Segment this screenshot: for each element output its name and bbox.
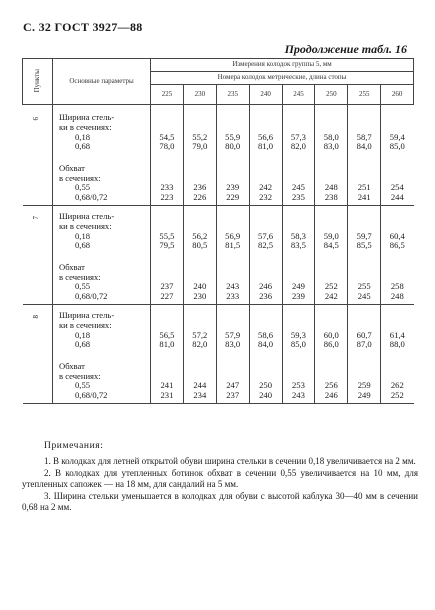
value-cell: 248 bbox=[315, 183, 348, 193]
value-cell: 59,0 bbox=[315, 232, 348, 242]
value-cell: 58,3 bbox=[282, 232, 315, 242]
parameter-label: в сечениях: bbox=[59, 271, 101, 282]
point-cell bbox=[23, 331, 53, 341]
header-size-235: 235 bbox=[216, 84, 249, 105]
parameter-label: 0,55 bbox=[75, 281, 91, 292]
value-cell: 258 bbox=[381, 282, 414, 292]
value-cell: 82,0 bbox=[183, 340, 216, 350]
table-row bbox=[23, 340, 414, 350]
parameter-label: Обхват bbox=[59, 261, 85, 272]
header-size-245: 245 bbox=[282, 84, 315, 105]
point-cell bbox=[23, 174, 53, 184]
table-row bbox=[23, 241, 414, 251]
value-cell: 235 bbox=[282, 193, 315, 206]
point-cell bbox=[23, 273, 53, 283]
value-cell: 250 bbox=[249, 381, 282, 391]
value-cell: 249 bbox=[348, 391, 381, 404]
parameter-label: в сечениях: bbox=[59, 370, 101, 381]
value-cell bbox=[348, 206, 381, 222]
header-subgroup: Номера колодок метрические, длина стопы bbox=[151, 71, 414, 84]
value-cell: 242 bbox=[315, 292, 348, 305]
value-cell: 56,9 bbox=[216, 232, 249, 242]
point-cell bbox=[23, 222, 53, 232]
point-cell bbox=[23, 251, 53, 273]
point-cell bbox=[23, 142, 53, 152]
value-cell: 240 bbox=[249, 391, 282, 404]
parameter-label: 0,18 bbox=[75, 131, 91, 142]
value-cell: 60,4 bbox=[381, 232, 414, 242]
value-cell bbox=[282, 105, 315, 123]
parameter-label: ки в сечениях: bbox=[59, 320, 112, 331]
value-cell: 60,0 bbox=[315, 331, 348, 341]
value-cell: 249 bbox=[282, 282, 315, 292]
value-cell bbox=[282, 152, 315, 174]
value-cell: 247 bbox=[216, 381, 249, 391]
value-cell: 252 bbox=[315, 282, 348, 292]
value-cell: 246 bbox=[315, 391, 348, 404]
value-cell: 56,5 bbox=[151, 331, 184, 341]
value-cell bbox=[282, 251, 315, 273]
parameter-label: Ширина стель- bbox=[59, 211, 115, 222]
point-cell bbox=[23, 321, 53, 331]
value-cell bbox=[348, 305, 381, 321]
value-cell bbox=[151, 105, 184, 123]
value-cell: 233 bbox=[151, 183, 184, 193]
table-row bbox=[23, 142, 414, 152]
parameter-label: 0,55 bbox=[75, 182, 91, 193]
value-cell: 233 bbox=[216, 292, 249, 305]
point-cell bbox=[23, 193, 53, 206]
header-parameters: Основные параметры bbox=[53, 59, 151, 105]
parameter-label: 0,68/0,72 bbox=[53, 193, 151, 206]
value-cell bbox=[183, 305, 216, 321]
table-row bbox=[23, 292, 414, 305]
value-cell bbox=[381, 350, 414, 372]
value-cell: 231 bbox=[151, 391, 184, 404]
value-cell: 83,0 bbox=[315, 142, 348, 152]
value-cell bbox=[216, 251, 249, 273]
header-size-230: 230 bbox=[183, 84, 216, 105]
value-cell: 239 bbox=[216, 183, 249, 193]
value-cell bbox=[381, 251, 414, 273]
value-cell: 55,9 bbox=[216, 133, 249, 143]
point-cell bbox=[23, 105, 53, 123]
value-cell bbox=[151, 350, 184, 372]
value-cell bbox=[183, 206, 216, 222]
value-cell: 259 bbox=[348, 381, 381, 391]
value-cell bbox=[381, 206, 414, 222]
parameter-label: Обхват bbox=[59, 360, 85, 371]
value-cell bbox=[151, 206, 184, 222]
value-cell bbox=[151, 251, 184, 273]
parameter-label: Обхват bbox=[59, 162, 85, 173]
value-cell: 245 bbox=[282, 183, 315, 193]
value-cell: 82,5 bbox=[249, 241, 282, 251]
point-cell bbox=[23, 381, 53, 391]
point-cell bbox=[23, 292, 53, 305]
value-cell: 57,9 bbox=[216, 331, 249, 341]
value-cell bbox=[249, 105, 282, 123]
value-cell: 58,6 bbox=[249, 331, 282, 341]
value-cell: 236 bbox=[249, 292, 282, 305]
value-cell bbox=[216, 105, 249, 123]
value-cell: 244 bbox=[381, 193, 414, 206]
point-number: 8 bbox=[32, 314, 41, 319]
header-size-225: 225 bbox=[151, 84, 184, 105]
value-cell: 87,0 bbox=[348, 340, 381, 350]
table-row bbox=[23, 391, 414, 404]
table-row bbox=[23, 152, 414, 174]
point-cell bbox=[23, 340, 53, 350]
value-cell bbox=[282, 305, 315, 321]
value-cell bbox=[216, 305, 249, 321]
value-cell bbox=[151, 305, 184, 321]
value-cell: 226 bbox=[183, 193, 216, 206]
header-size-260: 260 bbox=[381, 84, 414, 105]
value-cell: 251 bbox=[348, 183, 381, 193]
value-cell: 245 bbox=[348, 292, 381, 305]
value-cell bbox=[315, 206, 348, 222]
point-number: 7 bbox=[32, 215, 41, 220]
table-row bbox=[23, 193, 414, 206]
value-cell: 83,0 bbox=[216, 340, 249, 350]
value-cell: 59,3 bbox=[282, 331, 315, 341]
value-cell: 83,5 bbox=[282, 241, 315, 251]
value-cell: 59,7 bbox=[348, 232, 381, 242]
point-cell bbox=[23, 241, 53, 251]
value-cell: 61,4 bbox=[381, 331, 414, 341]
point-cell bbox=[23, 282, 53, 292]
value-cell bbox=[348, 251, 381, 273]
table-row bbox=[23, 105, 414, 123]
parameter-label: ки в сечениях: bbox=[59, 221, 112, 232]
value-cell: 57,3 bbox=[282, 133, 315, 143]
parameter-label: 0,68 bbox=[75, 141, 91, 152]
value-cell: 55,5 bbox=[151, 232, 184, 242]
value-cell: 241 bbox=[348, 193, 381, 206]
value-cell bbox=[249, 152, 282, 174]
note-item: 2. В колодках для утепленных ботинок обхват в сечении 0,55 увеличивается на 10 мм, для утепленных сапожек — на 18 мм, для сандалий на 5 мм. bbox=[22, 467, 418, 490]
value-cell: 229 bbox=[216, 193, 249, 206]
parameter-label: 0,68 bbox=[75, 240, 91, 251]
value-cell: 54,5 bbox=[151, 133, 184, 143]
value-cell bbox=[348, 350, 381, 372]
value-cell: 253 bbox=[282, 381, 315, 391]
value-cell: 232 bbox=[249, 193, 282, 206]
value-cell: 256 bbox=[315, 381, 348, 391]
value-cell bbox=[216, 350, 249, 372]
parameter-label: 0,68/0,72 bbox=[53, 292, 151, 305]
value-cell bbox=[381, 305, 414, 321]
value-cell: 242 bbox=[249, 183, 282, 193]
value-cell: 254 bbox=[381, 183, 414, 193]
value-cell: 84,5 bbox=[315, 241, 348, 251]
value-cell bbox=[315, 305, 348, 321]
value-cell: 244 bbox=[183, 381, 216, 391]
parameter-label: ки в сечениях: bbox=[59, 122, 112, 133]
value-cell: 252 bbox=[381, 391, 414, 404]
point-cell bbox=[23, 183, 53, 193]
point-cell bbox=[23, 123, 53, 133]
table-row bbox=[23, 350, 414, 372]
value-cell: 56,2 bbox=[183, 232, 216, 242]
header-size-255: 255 bbox=[348, 84, 381, 105]
parameter-label: 0,18 bbox=[75, 230, 91, 241]
value-cell: 255 bbox=[348, 282, 381, 292]
point-cell bbox=[23, 350, 53, 372]
value-cell: 80,0 bbox=[216, 142, 249, 152]
value-cell: 78,0 bbox=[151, 142, 184, 152]
table-continuation-caption: Продолжение табл. 16 bbox=[284, 42, 407, 56]
value-cell bbox=[183, 152, 216, 174]
value-cell: 58,7 bbox=[348, 133, 381, 143]
value-cell: 85,0 bbox=[381, 142, 414, 152]
point-number: 6 bbox=[32, 116, 41, 121]
note-item: 1. В колодках для летней открытой обуви ширина стельки в сечении 0,18 увеличивается на 2 мм. bbox=[44, 456, 416, 467]
value-cell: 237 bbox=[216, 391, 249, 404]
value-cell: 57,2 bbox=[183, 331, 216, 341]
value-cell: 243 bbox=[216, 282, 249, 292]
header-group: Измерения колодок группы 5, мм bbox=[151, 59, 414, 72]
point-cell bbox=[23, 372, 53, 382]
value-cell: 243 bbox=[282, 391, 315, 404]
value-cell bbox=[216, 206, 249, 222]
notes-title: Примечания: bbox=[44, 441, 104, 451]
point-cell bbox=[23, 391, 53, 404]
value-cell bbox=[348, 105, 381, 123]
value-cell bbox=[315, 251, 348, 273]
notes-section bbox=[22, 440, 418, 514]
value-cell bbox=[381, 105, 414, 123]
value-cell bbox=[183, 350, 216, 372]
point-cell bbox=[23, 152, 53, 174]
point-cell bbox=[23, 232, 53, 242]
table-row bbox=[23, 305, 414, 321]
lasts-dimension-table bbox=[22, 58, 414, 404]
value-cell: 262 bbox=[381, 381, 414, 391]
value-cell: 84,0 bbox=[348, 142, 381, 152]
value-cell bbox=[315, 105, 348, 123]
note-item: 3. Ширина стельки уменьшается в колодках для обуви с высотой каблука 30—40 мм в сечении 0,68 на 2 мм. bbox=[22, 490, 418, 513]
table-row bbox=[23, 251, 414, 273]
value-cell bbox=[183, 251, 216, 273]
value-cell: 81,5 bbox=[216, 241, 249, 251]
parameter-label: в сечениях: bbox=[59, 172, 101, 183]
parameter-label: 0,68/0,72 bbox=[53, 391, 151, 404]
value-cell: 59,4 bbox=[381, 133, 414, 143]
value-cell: 240 bbox=[183, 282, 216, 292]
value-cell bbox=[249, 350, 282, 372]
point-cell bbox=[23, 206, 53, 222]
parameter-label: 0,55 bbox=[75, 380, 91, 391]
value-cell bbox=[216, 152, 249, 174]
value-cell: 79,0 bbox=[183, 142, 216, 152]
header-point: Пункты bbox=[23, 59, 53, 105]
page-header: С. 32 ГОСТ 3927—88 bbox=[23, 20, 143, 34]
value-cell: 80,5 bbox=[183, 241, 216, 251]
value-cell bbox=[348, 152, 381, 174]
value-cell: 85,5 bbox=[348, 241, 381, 251]
value-cell: 86,0 bbox=[315, 340, 348, 350]
value-cell: 81,0 bbox=[249, 142, 282, 152]
value-cell: 57,6 bbox=[249, 232, 282, 242]
value-cell: 234 bbox=[183, 391, 216, 404]
value-cell bbox=[249, 251, 282, 273]
value-cell: 246 bbox=[249, 282, 282, 292]
value-cell: 230 bbox=[183, 292, 216, 305]
value-cell: 82,0 bbox=[282, 142, 315, 152]
header-size-250: 250 bbox=[315, 84, 348, 105]
value-cell bbox=[249, 305, 282, 321]
value-cell: 85,0 bbox=[282, 340, 315, 350]
parameter-label: Ширина стель- bbox=[59, 310, 115, 321]
value-cell: 86,5 bbox=[381, 241, 414, 251]
point-cell bbox=[23, 133, 53, 143]
value-cell bbox=[249, 206, 282, 222]
value-cell: 58,0 bbox=[315, 133, 348, 143]
value-cell: 56,6 bbox=[249, 133, 282, 143]
value-cell bbox=[282, 350, 315, 372]
parameter-label: Ширина стель- bbox=[59, 112, 115, 123]
value-cell bbox=[151, 152, 184, 174]
value-cell: 60,7 bbox=[348, 331, 381, 341]
parameter-label: 0,68 bbox=[75, 339, 91, 350]
value-cell: 241 bbox=[151, 381, 184, 391]
value-cell: 239 bbox=[282, 292, 315, 305]
point-cell bbox=[23, 305, 53, 321]
value-cell: 237 bbox=[151, 282, 184, 292]
parameter-label: 0,18 bbox=[75, 329, 91, 340]
value-cell bbox=[315, 152, 348, 174]
value-cell: 81,0 bbox=[151, 340, 184, 350]
value-cell: 238 bbox=[315, 193, 348, 206]
table-row bbox=[23, 206, 414, 222]
value-cell: 236 bbox=[183, 183, 216, 193]
value-cell: 84,0 bbox=[249, 340, 282, 350]
value-cell bbox=[282, 206, 315, 222]
value-cell: 223 bbox=[151, 193, 184, 206]
value-cell: 88,0 bbox=[381, 340, 414, 350]
value-cell bbox=[183, 105, 216, 123]
value-cell bbox=[381, 152, 414, 174]
value-cell bbox=[315, 350, 348, 372]
value-cell: 248 bbox=[381, 292, 414, 305]
value-cell: 227 bbox=[151, 292, 184, 305]
value-cell: 79,5 bbox=[151, 241, 184, 251]
header-size-240: 240 bbox=[249, 84, 282, 105]
value-cell: 55,2 bbox=[183, 133, 216, 143]
